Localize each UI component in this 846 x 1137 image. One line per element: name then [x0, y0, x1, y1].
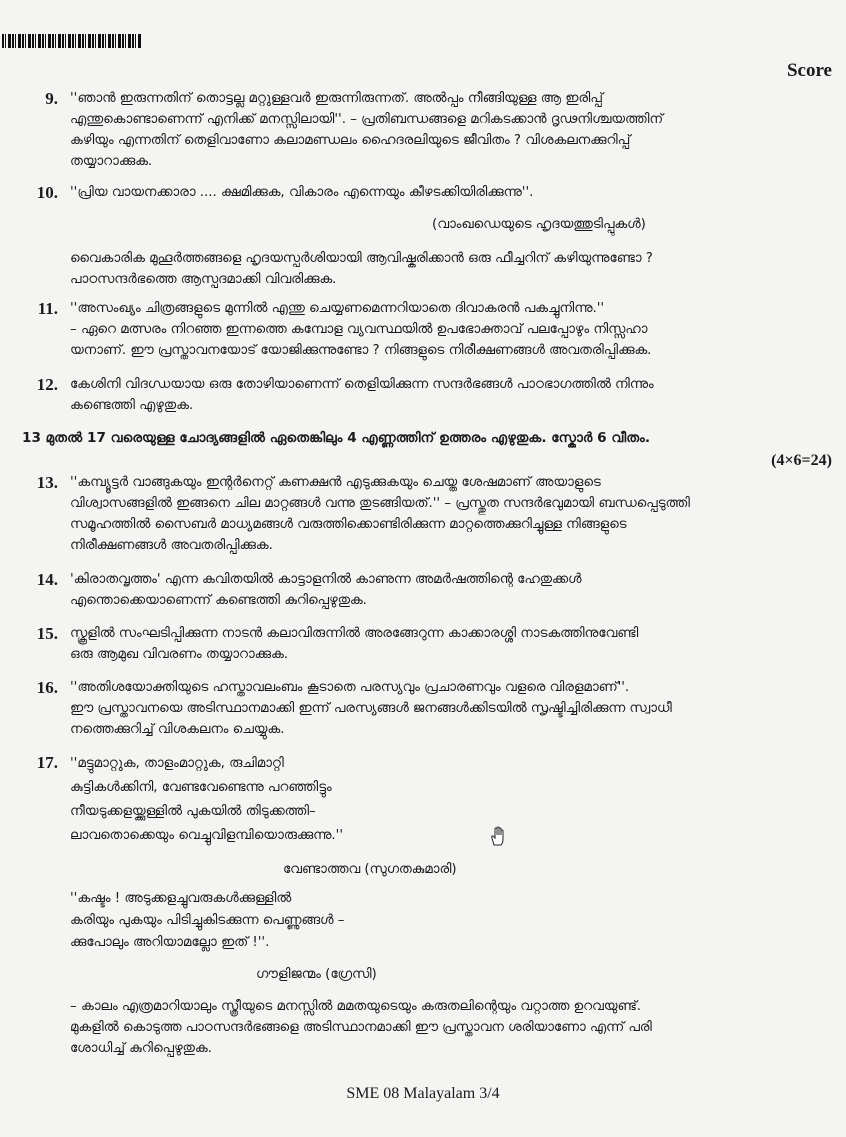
question-line: സമൂഹത്തിൽ സൈബർ മാധ്യമങ്ങൾ വരുത്തിക്കൊണ്ടിരിക്കുന്ന മാറ്റത്തെക്കുറിച്ചുള്ള നിങ്ങളുടെ	[70, 517, 627, 532]
poem-line: നീയടുക്കളയ്ക്കുള്ളിൽ പുകയിൽ തിടുക്കത്തി–	[70, 804, 316, 819]
question-line: ''കമ്പ്യൂട്ടർ വാങ്ങുകയും ഇന്റർനെറ്റ് കണക്ഷൻ എടുക്കുകയും ചെയ്ത ശേഷമാണ് അയാളുടെ	[70, 475, 601, 490]
poem-source: ഗൗളിജന്മം (ഗ്രേസി)	[256, 967, 377, 982]
question-line: സ്കൂളിൽ സംഘടിപ്പിക്കുന്ന നാടൻ കലാവിരുന്നിൽ അരങ്ങേറുന്ന കാക്കാരശ്ശി നാടകത്തിനുവേണ്ടി	[70, 626, 639, 641]
question-line: മുകളിൽ കൊടുത്ത പാഠസന്ദർഭങ്ങളെ അടിസ്ഥാനമാക്കി ഈ പ്രസ്താവന ശരിയാണോ എന്ന് പരി	[70, 1020, 652, 1035]
question-13	[26, 472, 802, 556]
question-14	[26, 569, 802, 611]
question-line: ''പ്രിയ വായനക്കാരാ .... ക്ഷമിക്കുക, വികാരം എന്നെയും കീഴടക്കിയിരിക്കുന്നു''.	[70, 185, 534, 200]
question-number: 16.	[36, 678, 58, 697]
question-line: – കാലം എത്രമാറിയാലും സ്ത്രീയുടെ മനസ്സിൽ മമതയുടെയും കരുതലിന്റെയും വറ്റാത്ത ഉറവയുണ്ട്.	[70, 999, 642, 1014]
poem-line: ''കഷ്ടം ! അടുക്കളച്ചുവരുകൾക്കുള്ളിൽ	[70, 891, 292, 906]
question-line: വൈകാരിക മുഹൂർത്തങ്ങളെ ഹൃദയസ്പർശിയായി ആവിഷ്കരിക്കാൻ ഒരു ഫീച്ചറിന് കഴിയുന്നുണ്ടോ ?	[70, 251, 653, 266]
question-line: നത്തെക്കുറിച്ച് വിശകലനം ചെയ്യുക.	[70, 722, 285, 737]
question-line: കേശിനി വിദഗ്ധയായ ഒരു തോഴിയാണെന്ന് തെളിയിക്കുന്ന സന്ദർഭങ്ങൾ പാഠഭാഗത്തിൽ നിന്നും	[70, 377, 654, 392]
question-line: തയ്യാറാക്കുക.	[70, 154, 153, 169]
question-line: നിരീക്ഷണങ്ങൾ അവതരിപ്പിക്കുക.	[70, 538, 273, 553]
question-number: 9.	[45, 89, 58, 108]
section-instruction: 13 മുതൽ 17 വരെയുള്ള ചോദ്യങ്ങളിൽ ഏതെങ്കിലും 4 എണ്ണത്തിന് ഉത്തരം എഴുതുക. സ്കോർ 6 വീതം.	[22, 430, 651, 446]
question-line: ''ഞാൻ ഇരുന്നതിന് തൊട്ടല്ല മറ്റുള്ളവർ ഇരുന്നിരുന്നത്. അൽപ്പം നീങ്ങിയുള്ള ആ ഇരിപ്പ്	[70, 91, 603, 106]
question-9	[26, 88, 802, 172]
question-line: ''അസംഖ്യം ചിത്രങ്ങളുടെ മുന്നിൽ എന്തു ചെയ്യണമെന്നറിയാതെ ദിവാകരൻ പകച്ചുനിന്നു.''	[70, 301, 605, 316]
question-10	[26, 182, 802, 203]
source-citation: (വാംഖഡെയുടെ ഹൃദയത്തുടിപ്പുകൾ)	[432, 217, 646, 232]
question-number: 17.	[36, 753, 58, 772]
question-number: 11.	[37, 299, 58, 318]
poem-line: ക്കുപോലും അറിയാമല്ലോ ഇത് !''.	[70, 935, 270, 950]
question-15	[26, 623, 802, 665]
question-17-body	[26, 996, 802, 1059]
question-line: ഈ പ്രസ്താവനയെ അടിസ്ഥാനമാക്കി ഇന്ന് പരസ്യങ്ങൾ ജനങ്ങൾക്കിടയിൽ സൃഷ്ടിച്ചിരിക്കുന്ന സ്വാധീ	[70, 701, 672, 716]
section-marks: (4×6=24)	[771, 452, 832, 469]
question-line: കണ്ടെത്തി എഴുതുക.	[70, 398, 194, 413]
question-line: ഒരു ആമുഖ വിവരണം തയ്യാറാക്കുക.	[70, 647, 288, 662]
barcode-icon	[2, 34, 142, 48]
question-line: യനാണ്. ഈ പ്രസ്താവനയോട് യോജിക്കുന്നുണ്ടോ ? നിങ്ങളുടെ നിരീക്ഷണങ്ങൾ അവതരിപ്പിക്കുക.	[70, 343, 652, 358]
question-line: എന്തുകൊണ്ടാണെന്ന് എനിക്ക് മനസ്സിലായി''. – പ്രതിബന്ധങ്ങളെ മറികടക്കാൻ ദൃഢനിശ്ചയത്തിന്	[70, 112, 663, 127]
score-label: Score	[786, 60, 832, 81]
page-footer: SME 08 Malayalam 3/4	[346, 1085, 500, 1102]
question-number: 10.	[36, 183, 58, 202]
question-line: 'കിരാതവൃത്തം' എന്ന കവിതയിൽ കാട്ടാളനിൽ കാണുന്ന അമർഷത്തിന്റെ ഹേതുക്കൾ	[70, 572, 582, 587]
question-line: വിശ്വാസങ്ങളിൽ ഇങ്ങനെ ചില മാറ്റങ്ങൾ വന്നു തുടങ്ങിയത്.'' – പ്രസ്തുത സന്ദർഭവുമായി ബന്ധപ്പെടുത്തി	[70, 496, 690, 511]
question-line: ശോധിച്ച് കുറിപ്പെഴുതുക.	[70, 1041, 212, 1056]
poem-line: കരിയും പുകയും പിടിച്ചുകിടക്കുന്ന പെണ്ണുങ്ങൾ –	[70, 913, 345, 928]
question-12	[26, 374, 802, 416]
poem-line: ''മട്ടുമാറ്റുക, താളംമാറ്റുക, രുചിമാറ്റി	[70, 756, 284, 771]
question-10-body	[26, 248, 802, 290]
poem-line: കുട്ടികൾക്കിനി, വേണ്ടവേണ്ടെന്നു പറഞ്ഞിട്ടും	[70, 780, 332, 795]
question-17	[26, 752, 802, 848]
question-17-poem2	[26, 888, 802, 954]
question-number: 14.	[36, 570, 58, 589]
question-11	[26, 298, 802, 361]
question-line: കഴിയും എന്നതിന് തെളിവാണോ കലാമണ്ഡലം ഹൈദരലിയുടെ ജീവിതം ? വിശകലനക്കുറിപ്പ്	[70, 133, 631, 148]
question-line: പാഠസന്ദർഭത്തെ ആസ്പദമാക്കി വിവരിക്കുക.	[70, 272, 337, 287]
question-number: 15.	[36, 624, 58, 643]
question-number: 13.	[36, 473, 58, 492]
question-line: എന്തൊക്കെയാണെന്ന് കണ്ടെത്തി കുറിപ്പെഴുതുക.	[70, 593, 367, 608]
hand-cursor-icon	[487, 825, 509, 847]
poem-line: ലാവതൊക്കെയും വെച്ചുവിളമ്പിയൊരുക്കുന്നു.''	[70, 828, 344, 843]
question-line: – ഏറെ മത്സരം നിറഞ്ഞ ഇന്നത്തെ കമ്പോള വ്യവസ്ഥയിൽ ഉപഭോക്താവ് പലപ്പോഴും നിസ്സഹാ	[70, 322, 648, 337]
poem-source: വേണ്ടാത്തവ (സുഗതകുമാരി)	[283, 862, 457, 877]
question-line: ''അതിശയോക്തിയുടെ ഹസ്താവലംബം കൂടാതെ പരസ്യവും പ്രചാരണവും വളരെ വിരളമാണ്''.	[70, 680, 630, 695]
question-16	[26, 677, 802, 740]
question-number: 12.	[36, 375, 58, 394]
